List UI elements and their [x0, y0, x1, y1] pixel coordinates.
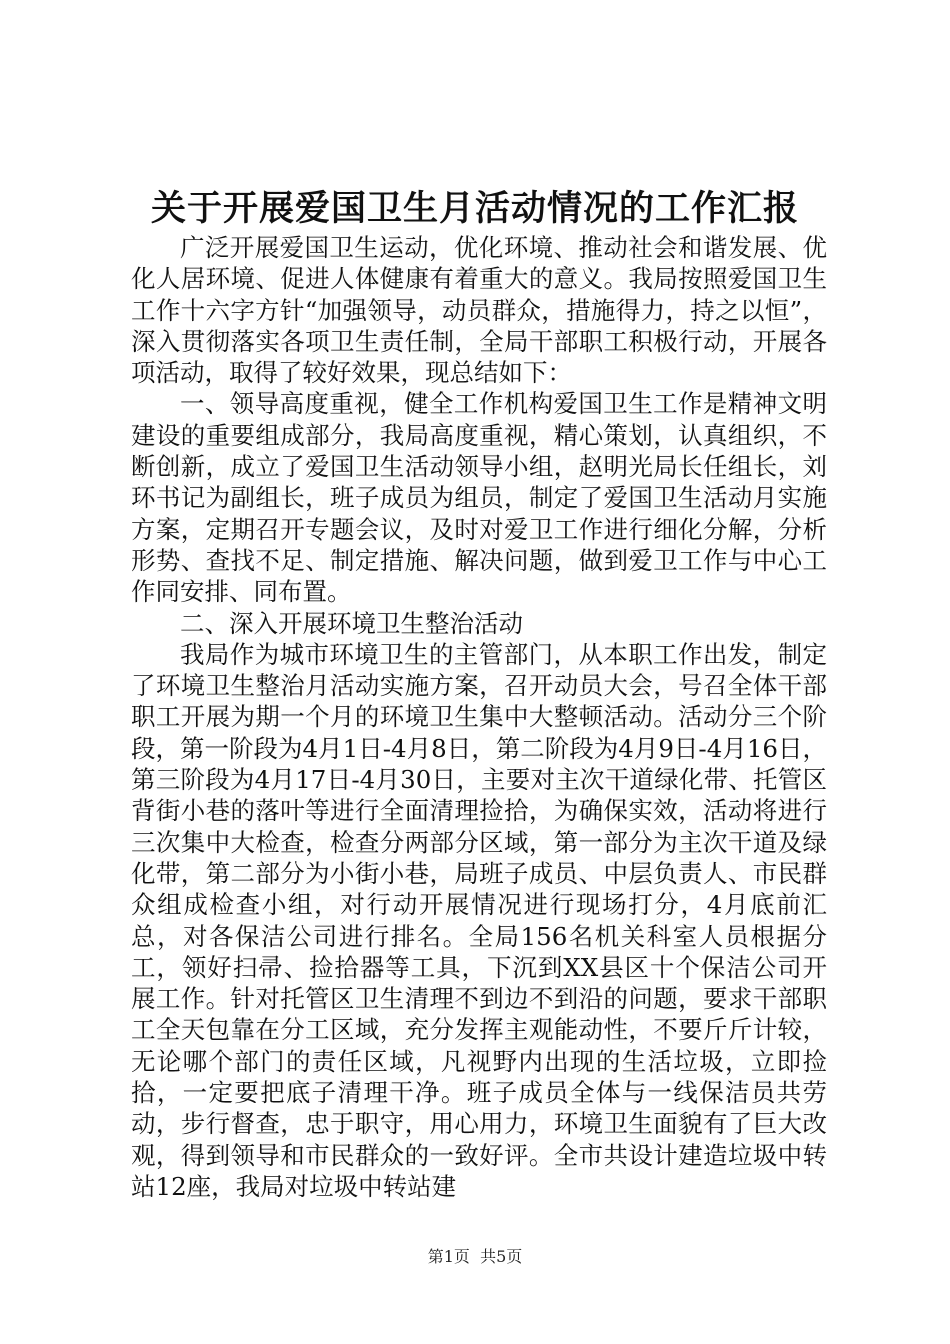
page-number: 第1页 [427, 1247, 470, 1266]
section-heading-2: 二、深入开展环境卫生整治活动 [180, 608, 523, 638]
document-body [131, 232, 827, 1202]
page-total: 共5页 [480, 1247, 523, 1266]
page-footer [0, 1246, 950, 1268]
paragraph-intro: 广泛开展爱国卫生运动，优化环境、推动社会和谐发展、优化人居环境、促进人体健康有着重大的意义。我局按照爱国卫生工作十六字方针“加强领导，动员群众，措施得力，持之以恒”，深入贯彻落实各项卫生责任制，全局干部职工积极行动，开展各项活动，取得了较好效果，现总结如下： [131, 233, 827, 388]
document-title: 关于开展爱国卫生月活动情况的工作汇报 [150, 189, 799, 229]
paragraph-section-1: 一、领导高度重视，健全工作机构爱国卫生工作是精神文明建设的重要组成部分，我局高度重视，精心策划，认真组织，不断创新，成立了爱国卫生活动领导小组，赵明光局长任组长，刘环书记为副组长，班子成员为组员，制定了爱国卫生活动月实施方案，定期召开专题会议，及时对爱卫工作进行细化分解，分析形势、查找不足、制定措施、解决问题，做到爱卫工作与中心工作同安排、同布置。 [131, 389, 827, 607]
paragraph-section-2: 我局作为城市环境卫生的主管部门，从本职工作出发，制定了环境卫生整治月活动实施方案，召开动员大会，号召全体干部职工开展为期一个月的环境卫生集中大整顿活动。活动分三个阶段，第一阶段为4月1日-4月8日，第二阶段为4月9日-4月16日，第三阶段为4月17日-4月30日，主要对主次干道绿化带、托管区背街小巷的落叶等进行全面清理捡拾，为确保实效，活动将进行三次集中大检查，检查分两部分区域，第一部分为主次干道及绿化带，第二部分为小街小巷，局班子成员、中层负责人、市民群众组成检查小组，对行动开展情况进行现场打分，4月底前汇总，对各保洁公司进行排名。全局156名机关科室人员根据分工，领好扫帚、捡拾器等工具，下沉到XX县区十个保洁公司开展工作。针对托管区卫生清理不到边不到沿的问题，要求干部职工全天包靠在分工区域，充分发挥主观能动性，不要斤斤计较，无论哪个部门的责任区域，凡视野内出现的生活垃圾，立即捡拾，一定要把底子清理干净。班子成员全体与一线保洁员共劳动，步行督查，忠于职守，用心用力，环境卫生面貌有了巨大改观，得到领导和市民群众的一致好评。全市共设计建造垃圾中转站12座，我局对垃圾中转站建 [131, 639, 827, 1201]
